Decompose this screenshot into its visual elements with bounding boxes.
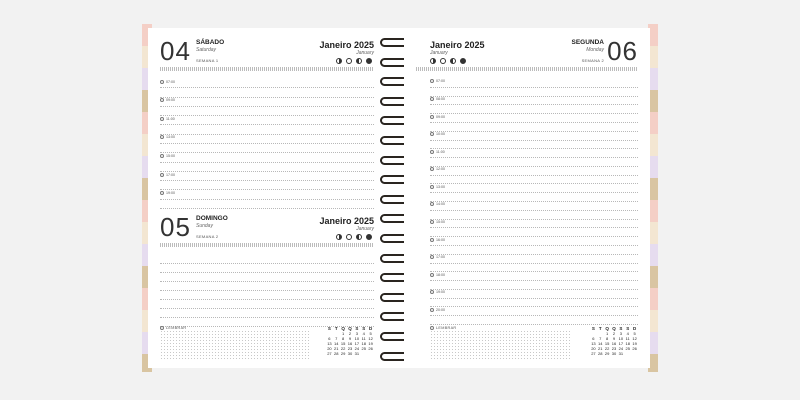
circle-icon [160,135,164,139]
ruled-line [430,131,638,132]
calendar-day: 18 [361,341,366,346]
open-planner [142,24,658,372]
day-name-en: Saturday [196,47,217,53]
ruled-line [160,281,374,282]
schedule-lines-sunday [160,254,374,326]
ruled-line [430,280,638,281]
notes-label: LEMBRAR [160,326,186,330]
ruled-line [160,97,374,98]
circle-icon [160,191,164,195]
circle-icon [430,97,434,101]
calendar-day: 22 [604,346,610,351]
time-label: 19:00 [166,191,175,195]
time-slot [430,132,445,136]
calendar-day: 25 [625,346,630,351]
ruled-line [430,245,638,246]
calendar-day: 7 [599,336,602,341]
time-label: 08:00 [436,97,445,101]
circle-icon [430,167,434,171]
time-slot [430,308,445,312]
weekday-header: T [598,326,602,331]
time-label: 20:00 [436,308,445,312]
ruled-line [430,298,638,299]
header-hatch-divider [416,67,638,71]
notes-footer [430,326,638,360]
ruled-line [430,183,638,184]
calendar-day: 4 [362,331,365,336]
ruled-line [160,152,374,153]
time-slot [160,191,175,195]
calendar-day: 10 [618,336,624,341]
time-label: 11:00 [436,150,445,154]
month-title: Janeiro 2025 [319,216,374,226]
calendar-day: 31 [618,351,624,356]
calendar-day: 2 [612,331,616,336]
day-header-sunday [160,212,374,250]
header-hatch-divider [160,67,374,71]
calendar-day: 24 [618,346,624,351]
time-slot [160,117,175,121]
dot-grid-notes [160,330,310,360]
ruled-line [160,299,374,300]
ruled-line [430,289,638,290]
time-slot [430,220,445,224]
calendar-day [360,351,367,356]
circle-icon [430,308,434,312]
circle-icon [160,154,164,158]
notes-footer [160,326,374,360]
mini-calendar [326,326,374,356]
calendar-day: 12 [368,336,373,341]
month-title: Janeiro 2025 [319,40,374,50]
calendar-day: 27 [591,351,596,356]
circle-icon [430,132,434,136]
calendar-day: 18 [625,341,630,346]
calendar-day [624,351,631,356]
time-slot [430,167,445,171]
time-label: 10:00 [436,132,445,136]
day-number: 06 [607,36,638,66]
calendar-day: 3 [355,331,358,336]
ruled-line [160,290,374,291]
time-label: 17:00 [436,255,445,259]
day-name: SEGUNDA [571,39,604,46]
calendar-day: 16 [347,341,353,346]
time-slot [160,135,175,139]
ruled-line [160,106,374,107]
time-slot [160,154,175,158]
calendar-day: 6 [592,336,595,341]
ruled-line [430,315,638,316]
calendar-day: 8 [342,336,345,341]
weekday-header: S [619,326,623,331]
time-label: 15:00 [436,220,445,224]
calendar-day: 9 [348,336,352,341]
ruled-line [160,263,374,264]
circle-icon [160,173,164,177]
calendar-day: 17 [618,341,624,346]
circle-icon [430,273,434,277]
month-title: Janeiro 2025 [430,40,485,50]
weekday-header: D [368,326,373,331]
moon-new-icon [366,234,372,240]
time-slot [430,185,445,189]
ruled-line [430,148,638,149]
ruled-line [160,189,374,190]
day-name-en: Monday [586,47,604,53]
calendar-day: 26 [368,346,373,351]
time-label: 16:00 [436,238,445,242]
ruled-line [430,96,638,97]
ruled-line [160,87,374,88]
circle-icon [430,79,434,83]
calendar-day: 29 [604,351,610,356]
calendar-day: 15 [340,341,346,346]
calendar-day: 11 [361,336,366,341]
circle-icon [160,80,164,84]
calendar-day: 31 [354,351,360,356]
ruled-line [430,236,638,237]
calendar-day: 21 [598,346,603,351]
calendar-day [367,351,374,356]
ruled-line [430,227,638,228]
time-label: 07:00 [436,79,445,83]
ruled-line [430,192,638,193]
time-slot [160,98,175,102]
calendar-day: 30 [611,351,617,356]
time-slot [430,97,445,101]
weekday-header: Q [348,326,352,331]
calendar-day: 27 [327,351,332,356]
calendar-day: 28 [334,351,339,356]
day-name-en: Sunday [196,223,213,229]
ruled-line [160,143,374,144]
ruled-line [430,166,638,167]
day-number: 05 [160,212,191,242]
circle-icon [430,150,434,154]
circle-icon [430,238,434,242]
moon-full-icon [440,58,446,64]
day-name: DOMINGO [196,215,228,222]
day-name: SÁBADO [196,39,225,46]
calendar-day: 14 [598,341,603,346]
day-number: 04 [160,36,191,66]
ruled-line [430,122,638,123]
moon-first-quarter-icon [430,58,436,64]
right-page [404,28,650,368]
moon-phases [430,58,466,64]
calendar-day: 13 [591,341,596,346]
calendar-day: 17 [354,341,360,346]
calendar-day: 5 [369,331,372,336]
calendar-day: 20 [591,346,596,351]
calendar-day: 1 [342,331,345,336]
time-label: 12:00 [436,167,445,171]
calendar-day: 29 [340,351,346,356]
moon-full-icon [346,58,352,64]
ruled-line [160,317,374,318]
calendar-day: 19 [632,341,637,346]
circle-icon [430,290,434,294]
calendar-day: 15 [604,341,610,346]
ruled-line [160,162,374,163]
weekday-header: D [632,326,637,331]
time-slot [430,273,445,277]
ruled-line [430,113,638,114]
circle-icon [430,185,434,189]
weekday-header: S [591,326,595,331]
time-slot [430,290,445,294]
time-label: 13:00 [166,135,175,139]
time-slot [160,173,175,177]
ruled-line [430,87,638,88]
time-slot [430,79,445,83]
ruled-line [430,324,638,325]
calendar-day: 21 [334,346,339,351]
ruled-line [160,134,374,135]
ruled-line [430,271,638,272]
weekday-header: Q [612,326,616,331]
calendar-day: 30 [347,351,353,356]
calendar-day: 23 [347,346,353,351]
ruled-line [430,175,638,176]
mini-calendar [590,326,638,356]
header-hatch-divider [160,243,374,247]
calendar-day: 4 [626,331,629,336]
circle-icon [430,220,434,224]
time-slot [430,150,445,154]
calendar-day: 23 [611,346,617,351]
ruled-line [430,306,638,307]
time-label: 09:00 [436,115,445,119]
calendar-day: 22 [340,346,346,351]
ruled-line [160,208,374,209]
notes-label: LEMBRAR [430,326,456,330]
moon-phases [336,234,372,240]
circle-icon [160,98,164,102]
calendar-day: 11 [625,336,630,341]
weekday-header: S [327,326,331,331]
weekday-header: S [626,326,630,331]
moon-first-quarter-icon [336,234,342,240]
week-label: SEMANA 2 [581,58,604,63]
calendar-day: 26 [632,346,637,351]
moon-new-icon [460,58,466,64]
ruled-line [160,115,374,116]
time-label: 13:00 [436,185,445,189]
weekday-header: T [334,326,338,331]
ruled-line [160,308,374,309]
calendar-day: 2 [348,331,352,336]
time-label: 09:00 [166,98,175,102]
moon-full-icon [346,234,352,240]
moon-last-quarter-icon [450,58,456,64]
time-label: 14:00 [436,202,445,206]
calendar-day: 9 [612,336,616,341]
moon-last-quarter-icon [356,234,362,240]
calendar-day [631,351,638,356]
time-slot [430,202,445,206]
calendar-day: 20 [327,346,332,351]
week-label: SEMANA 2 [196,234,219,239]
time-slot [430,115,445,119]
calendar-day: 12 [632,336,637,341]
day-header-monday [416,36,638,74]
week-label: SEMANA 1 [196,58,219,63]
month-title-en: January [356,226,374,232]
weekday-header: S [362,326,366,331]
time-label: 17:00 [166,173,175,177]
calendar-day: 1 [606,331,609,336]
time-label: 07:00 [166,80,175,84]
calendar-day: 24 [354,346,360,351]
time-label: 18:00 [436,273,445,277]
ruled-line [160,199,374,200]
ruled-line [430,263,638,264]
schedule-lines-saturday [160,78,374,208]
calendar-day: 19 [368,341,373,346]
calendar-day: 6 [328,336,331,341]
ruled-line [160,171,374,172]
moon-phases [336,58,372,64]
circle-icon [430,255,434,259]
left-page [148,28,386,368]
ruled-line [160,272,374,273]
circle-icon [430,202,434,206]
month-title-en: January [430,50,448,56]
schedule-lines-monday [430,78,638,324]
weekday-header: Q [341,326,345,331]
ruled-line [160,180,374,181]
dot-grid-notes [430,330,570,360]
calendar-day: 10 [354,336,360,341]
time-slot [430,238,445,242]
ruled-line [430,201,638,202]
calendar-day: 5 [633,331,636,336]
calendar-day: 7 [335,336,338,341]
weekday-header: Q [605,326,609,331]
moon-first-quarter-icon [336,58,342,64]
time-label: 19:00 [436,290,445,294]
time-slot [430,255,445,259]
ruled-line [160,124,374,125]
calendar-day: 3 [619,331,622,336]
calendar-day: 16 [611,341,617,346]
calendar-day: 8 [606,336,609,341]
circle-icon [430,115,434,119]
ruled-line [430,254,638,255]
day-header-saturday [160,36,374,74]
calendar-day: 25 [361,346,366,351]
calendar-day: 28 [598,351,603,356]
ruled-line [430,140,638,141]
ruled-line [430,157,638,158]
month-title-en: January [356,50,374,56]
ruled-line [430,210,638,211]
moon-last-quarter-icon [356,58,362,64]
moon-new-icon [366,58,372,64]
time-slot [160,80,175,84]
time-label: 15:00 [166,154,175,158]
ruled-line [430,104,638,105]
weekday-header: S [355,326,359,331]
calendar-day: 13 [327,341,332,346]
calendar-day: 14 [334,341,339,346]
time-label: 11:00 [166,117,175,121]
circle-icon [160,117,164,121]
ruled-line [430,219,638,220]
